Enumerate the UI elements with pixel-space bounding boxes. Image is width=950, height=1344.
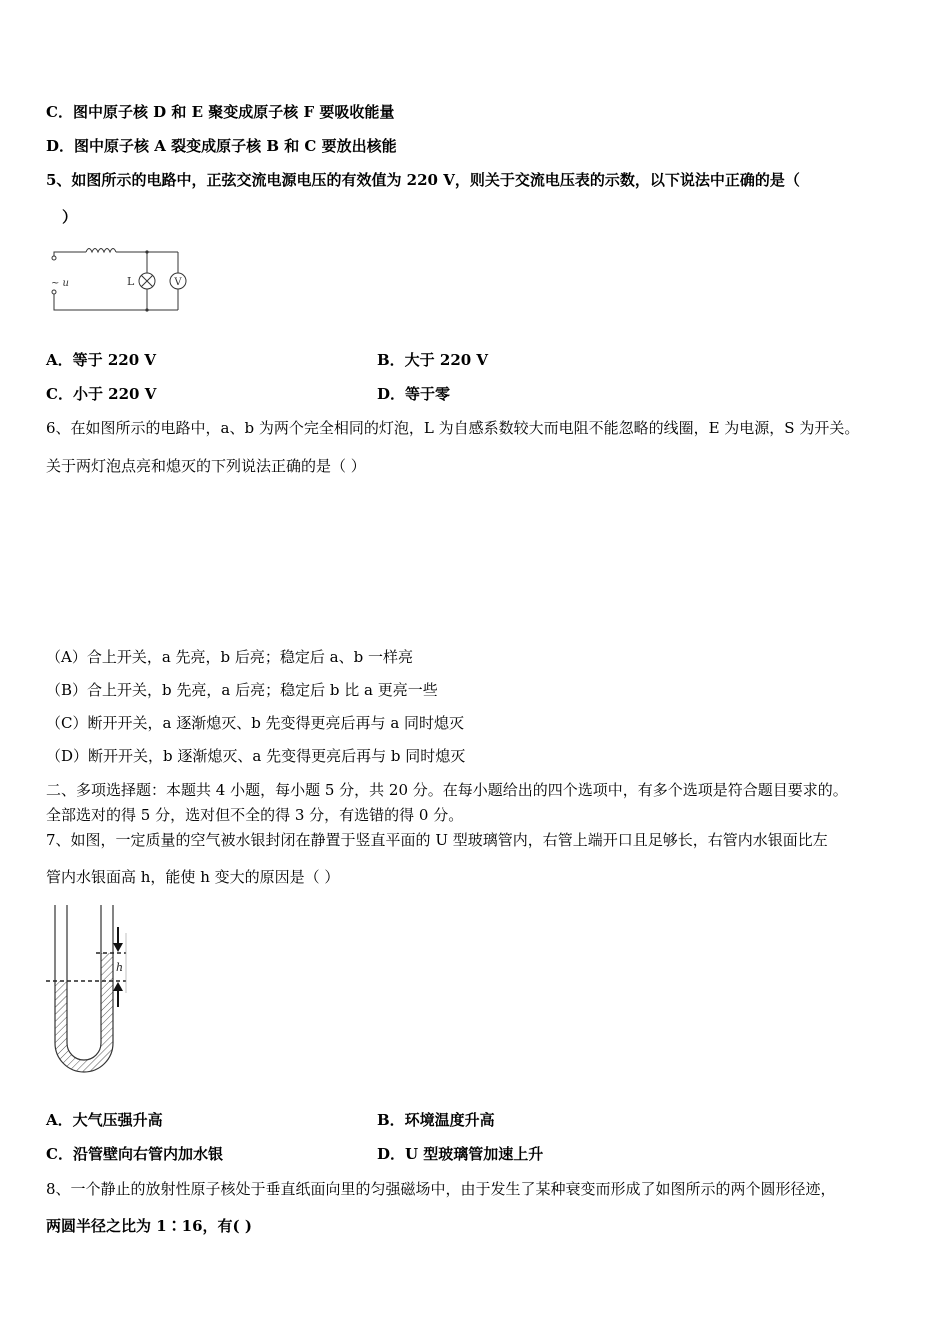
q5-option-b: B．大于 220 V: [377, 351, 489, 369]
q6-option-b: （B）合上开关，b 先亮，a 后亮；稳定后 b 比 a 更亮一些: [46, 681, 438, 699]
q8-stem-line2: 两圆半径之比为 1∶16，有( ): [46, 1217, 252, 1235]
q7-option-a: A．大气压强升高: [46, 1111, 163, 1129]
q5-circuit-diagram: [46, 238, 196, 318]
q5-option-d: D．等于零: [377, 385, 451, 403]
q5-stem-line1: 5、如图所示的电路中，正弦交流电源电压的有效值为 220 V，则关于交流电压表的示数，以下说法中正确的是（: [46, 171, 800, 189]
q7-u-tube-diagram: [46, 903, 136, 1083]
q6-option-c: （C）断开开关，a 逐渐熄灭、b 先变得更亮后再与 a 同时熄灭: [46, 714, 465, 732]
q5-stem-line2: ）: [62, 208, 78, 226]
q5-option-a: A．等于 220 V: [46, 351, 157, 369]
h-label: h: [116, 961, 124, 974]
q4-option-c: C．图中原子核 D 和 E 聚变成原子核 F 要吸收能量: [46, 103, 395, 121]
section2-line1: 二、多项选择题：本题共 4 小题，每小题 5 分，共 20 分。在每小题给出的四个选项中，有多个选项是符合题目要求的。: [46, 781, 848, 799]
voltmeter-label: V: [174, 277, 182, 288]
q7-stem-line2: 管内水银面高 h，能使 h 变大的原因是（ ）: [46, 868, 340, 886]
q7-option-b: B．环境温度升高: [377, 1111, 495, 1129]
q6-option-a: （A）合上开关，a 先亮，b 后亮；稳定后 a、b 一样亮: [46, 648, 413, 666]
q7-stem-line1: 7、如图，一定质量的空气被水银封闭在静置于竖直平面的 U 型玻璃管内，右管上端开口且足够长，右管内水银面比左: [46, 831, 828, 849]
q5-option-c: C．小于 220 V: [46, 385, 157, 403]
q7-option-d: D．U 型玻璃管加速上升: [377, 1145, 544, 1163]
q8-stem-line1: 8、一个静止的放射性原子核处于垂直纸面向里的匀强磁场中，由于发生了某种衰变而形成了如图所示的两个圆形径迹，: [46, 1180, 836, 1198]
q4-option-d: D．图中原子核 A 裂变成原子核 B 和 C 要放出核能: [46, 137, 397, 155]
q6-stem-line2: 关于两灯泡点亮和熄灭的下列说法正确的是（ ）: [46, 457, 366, 475]
section2-line2: 全部选对的得 5 分，选对但不全的得 3 分，有选错的得 0 分。: [46, 806, 464, 824]
q7-option-c: C．沿管壁向右管内加水银: [46, 1145, 223, 1163]
q6-option-d: （D）断开开关，b 逐渐熄灭、a 先变得更亮后再与 b 同时熄灭: [46, 747, 466, 765]
lamp-label: L: [127, 275, 135, 288]
source-label: ~ u: [51, 278, 69, 289]
q6-stem-line1: 6、在如图所示的电路中，a、b 为两个完全相同的灯泡，L 为自感系数较大而电阻不能忽略的线圈，E 为电源，S 为开关。: [46, 419, 860, 437]
